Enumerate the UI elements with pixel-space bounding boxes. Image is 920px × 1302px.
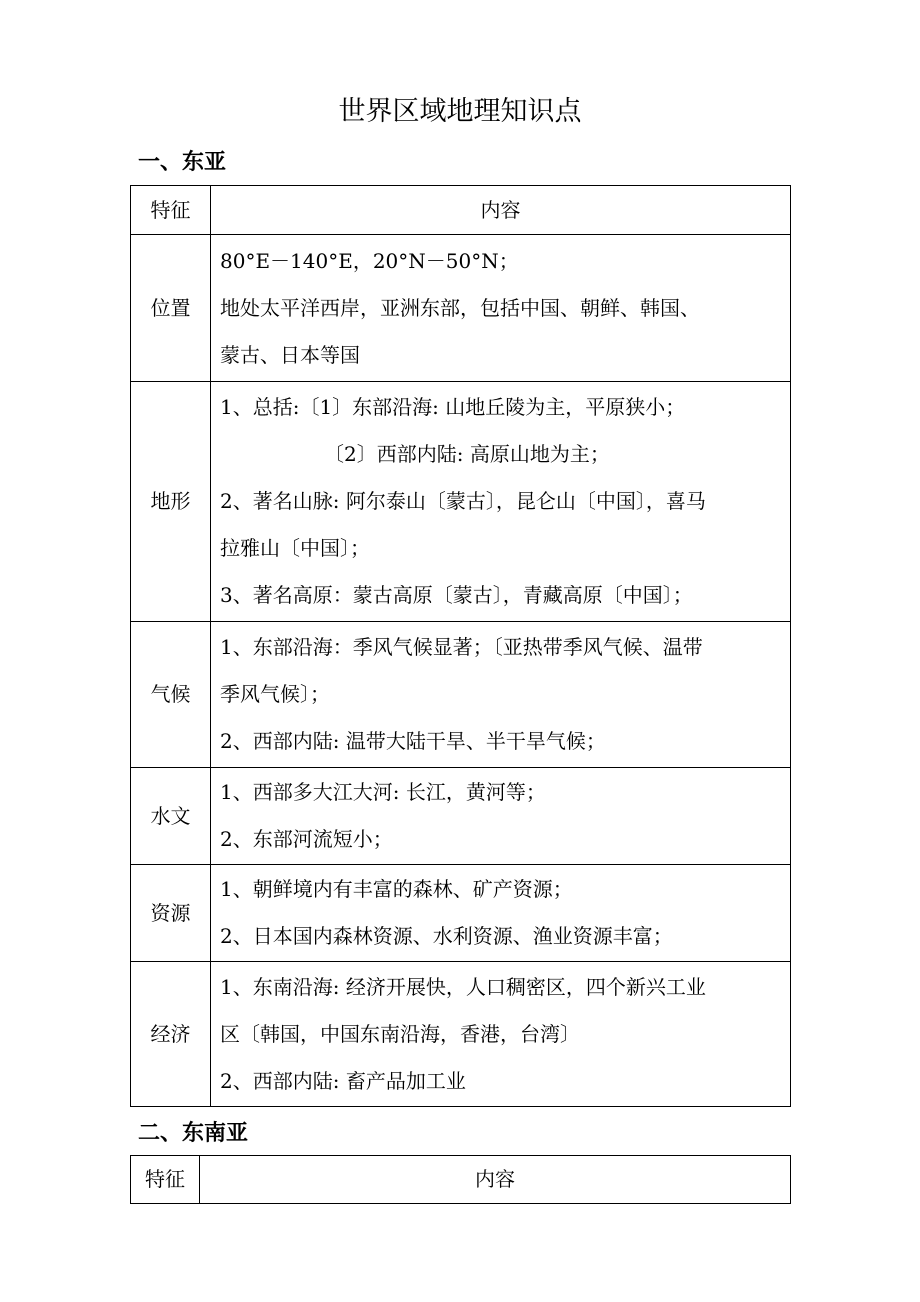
east-asia-table	[130, 185, 791, 1107]
feature-cell-economy: 经济	[131, 962, 211, 1107]
content-line: 1、西部多大江大河: 长江，黄河等；	[220, 780, 546, 804]
content-line: 〔2〕西部内陆: 高原山地为主；	[324, 442, 610, 466]
content-cell-hydrology	[211, 768, 791, 865]
table-row-resources	[131, 865, 791, 962]
feature-cell-climate: 气候	[131, 622, 211, 768]
content-cell-climate	[211, 622, 791, 768]
feature-cell-terrain: 地形	[131, 382, 211, 622]
content-line: 区〔韩国，中国东南沿海，香港，台湾〕	[220, 1021, 580, 1046]
content-line: 季风气候〕；	[220, 682, 330, 706]
table-row-climate	[131, 622, 791, 768]
feature-cell-hydrology: 水文	[131, 768, 211, 865]
content-line: 1、东部沿海：季风气候显著；〔亚热带季风气候、温带	[220, 635, 703, 659]
content-line: 2、东部河流短小；	[220, 827, 393, 851]
section-heading-east-asia: 一、东亚	[138, 150, 227, 175]
header-feature-cell: 特征	[131, 186, 211, 235]
feature-cell-location: 位置	[131, 235, 211, 382]
content-line: 3、著名高原：蒙古高原〔蒙古〕，青藏高原〔中国〕；	[220, 583, 693, 607]
southeast-asia-table	[130, 1155, 791, 1204]
feature-cell-resources: 资源	[131, 865, 211, 962]
content-line: 地处太平洋西岸，亚洲东部，包括中国、朝鲜、韩国、	[220, 295, 700, 320]
header-content-cell: 内容	[211, 186, 791, 235]
content-line: 1、总括:〔1〕东部沿海: 山地丘陵为主，平原狭小；	[220, 395, 686, 419]
table-row-location	[131, 235, 791, 382]
header-content-cell: 内容	[200, 1156, 791, 1204]
content-cell-location	[211, 235, 791, 382]
section-heading-southeast-asia: 二、东南亚	[138, 1121, 249, 1146]
table-row-terrain	[131, 382, 791, 622]
content-cell-resources	[211, 865, 791, 962]
header-feature-cell: 特征	[131, 1156, 200, 1204]
content-cell-economy	[211, 962, 791, 1107]
content-line: 蒙古、日本等国	[220, 342, 360, 367]
content-line: 2、著名山脉: 阿尔泰山〔蒙古〕，昆仑山〔中国〕，喜马	[220, 489, 706, 513]
content-line: 80°E－140°E，20°N－50°N；	[220, 248, 519, 273]
table-header-row	[131, 186, 791, 235]
content-line: 拉雅山〔中国〕；	[220, 536, 370, 560]
document-title: 世界区域地理知识点	[338, 96, 582, 127]
content-cell-terrain	[211, 382, 791, 622]
content-line: 1、朝鲜境内有丰富的森林、矿产资源；	[220, 877, 573, 901]
table-header-row	[131, 1156, 791, 1204]
content-line: 2、西部内陆: 畜产品加工业	[220, 1068, 466, 1093]
table-row-economy	[131, 962, 791, 1107]
content-line: 2、日本国内森林资源、水利资源、渔业资源丰富；	[220, 924, 673, 948]
content-line: 2、西部内陆: 温带大陆干旱、半干旱气候；	[220, 729, 606, 753]
content-line: 1、东南沿海: 经济开展快，人口稠密区，四个新兴工业	[220, 974, 706, 999]
table-row-hydrology	[131, 768, 791, 865]
